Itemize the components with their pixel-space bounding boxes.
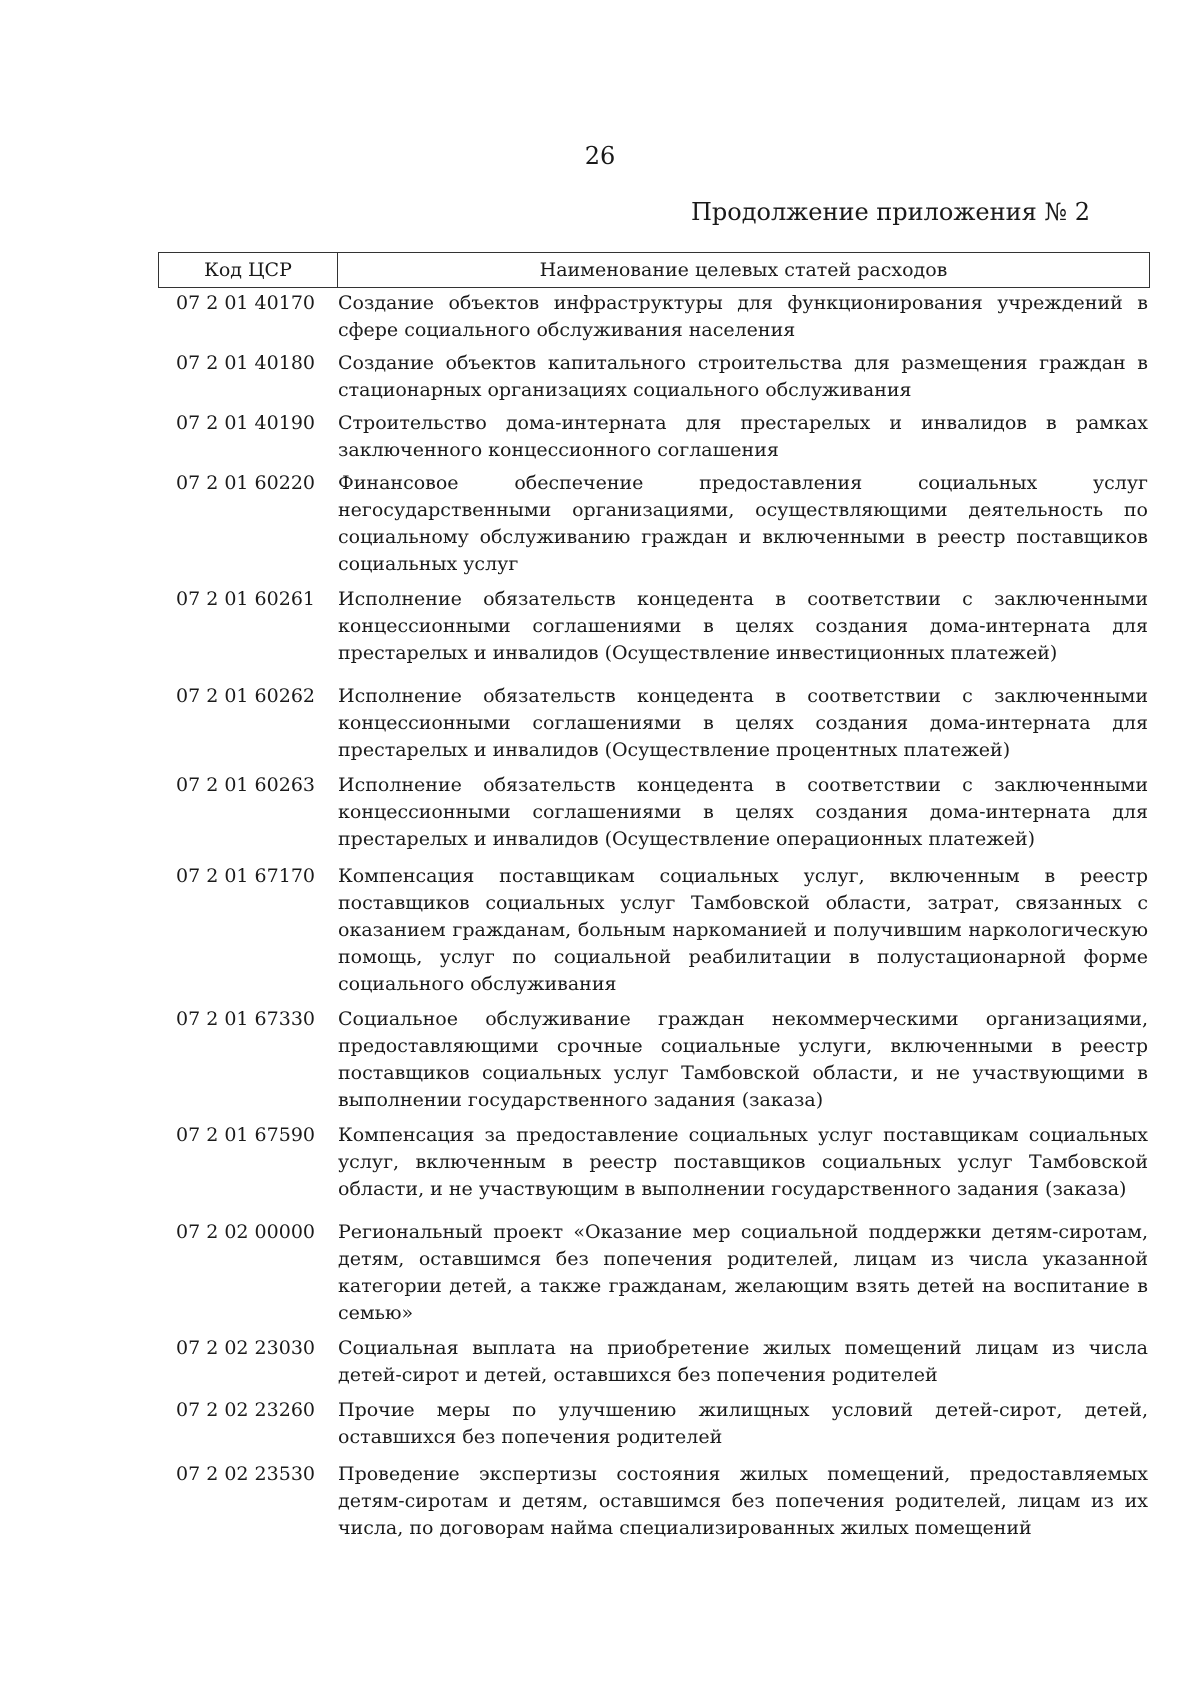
- row-code: 07 2 01 40180: [176, 352, 316, 374]
- table-row: [158, 1335, 1150, 1389]
- row-name: Финансовое обеспечение предоставления социальных услуг негосударственными организациями, осуществляющими деятельность по социальному обслуживанию граждан и включенными в реестр поставщиков социальных услуг: [338, 472, 1148, 575]
- table-row: [158, 1219, 1150, 1327]
- row-name: Прочие меры по улучшению жилищных условий детей-сирот, детей, оставшихся без попечения родителей: [338, 1399, 1148, 1448]
- table-row: [158, 1006, 1150, 1114]
- row-code: 07 2 01 40170: [176, 292, 316, 314]
- row-code: 07 2 02 23530: [176, 1463, 316, 1485]
- row-code: 07 2 01 60220: [176, 472, 316, 494]
- table-row: [158, 1397, 1150, 1451]
- header-code: Код ЦСР: [159, 253, 338, 287]
- row-name: Исполнение обязательств концедента в соответствии с заключенными концессионными соглашениями в целях создания дома-интерната для престарелых и инвалидов (Осуществление инвестиционных платежей): [338, 588, 1148, 664]
- table-row: [158, 410, 1150, 464]
- table-row: [158, 863, 1150, 998]
- row-code: 07 2 01 67590: [176, 1124, 316, 1146]
- row-name: Создание объектов капитального строительства для размещения граждан в стационарных организациях социального обслуживания: [338, 352, 1148, 401]
- row-code: 07 2 01 60262: [176, 685, 316, 707]
- table-row: [158, 350, 1150, 404]
- row-code: 07 2 02 00000: [176, 1221, 316, 1243]
- row-name: Региональный проект «Оказание мер социальной поддержки детям-сиротам, детям, оставшимся без попечения родителей, лицам из числа указанной категории детей, а также гражданам, желающим взять детей на воспитание в семью»: [338, 1221, 1148, 1324]
- table-row: [158, 586, 1150, 667]
- row-name: Социальное обслуживание граждан некоммерческими организациями, предоставляющими срочные социальные услуги, включенными в реестр поставщиков социальных услуг Тамбовской области, и не участвующими в выполнении государственного задания (заказа): [338, 1008, 1148, 1111]
- page-number: 26: [584, 142, 616, 170]
- row-code: 07 2 01 60261: [176, 588, 316, 610]
- table-row: [158, 772, 1150, 853]
- header-name: Наименование целевых статей расходов: [539, 259, 948, 281]
- row-name: Исполнение обязательств концедента в соответствии с заключенными концессионными соглашениями в целях создания дома-интерната для престарелых и инвалидов (Осуществление процентных платежей): [338, 685, 1148, 761]
- row-name: Социальная выплата на приобретение жилых помещений лицам из числа детей-сирот и детей, оставшихся без попечения родителей: [338, 1337, 1148, 1386]
- table-row: [158, 290, 1150, 344]
- row-code: 07 2 01 67170: [176, 865, 316, 887]
- row-name: Создание объектов инфраструктуры для функционирования учреждений в сфере социального обслуживания населения: [338, 292, 1148, 341]
- row-name: Компенсация за предоставление социальных услуг поставщикам социальных услуг, включенным в реестр поставщиков социальных услуг Тамбовской области, и не участвующим в выполнении государственного задания (заказа): [338, 1124, 1148, 1200]
- row-name: Строительство дома-интерната для престарелых и инвалидов в рамках заключенного концессионного соглашения: [338, 412, 1148, 461]
- appendix-title: Продолжение приложения № 2: [690, 198, 1090, 226]
- table-row: [158, 1461, 1150, 1542]
- row-name: Исполнение обязательств концедента в соответствии с заключенными концессионными соглашениями в целях создания дома-интерната для престарелых и инвалидов (Осуществление операционных платежей): [338, 774, 1148, 850]
- row-code: 07 2 02 23260: [176, 1399, 316, 1421]
- expenditure-table: [158, 252, 1150, 1542]
- table-row: [158, 683, 1150, 764]
- row-code: 07 2 01 40190: [176, 412, 316, 434]
- row-code: 07 2 01 67330: [176, 1008, 316, 1030]
- row-name: Компенсация поставщикам социальных услуг, включенным в реестр поставщиков социальных услуг Тамбовской области, затрат, связанных с оказанием гражданам, больным наркоманией и получившим наркологическую помощь, услуг по социальной реабилитации в полустационарной форме социального обслуживания: [338, 865, 1148, 995]
- table-header: [158, 252, 1150, 288]
- row-code: 07 2 02 23030: [176, 1337, 316, 1359]
- table-row: [158, 470, 1150, 578]
- table-row: [158, 1122, 1150, 1203]
- row-code: 07 2 01 60263: [176, 774, 316, 796]
- row-name: Проведение экспертизы состояния жилых помещений, предоставляемых детям-сиротам и детям, оставшимся без попечения родителей, лицам из их числа, по договорам найма специализированных жилых помещений: [338, 1463, 1148, 1539]
